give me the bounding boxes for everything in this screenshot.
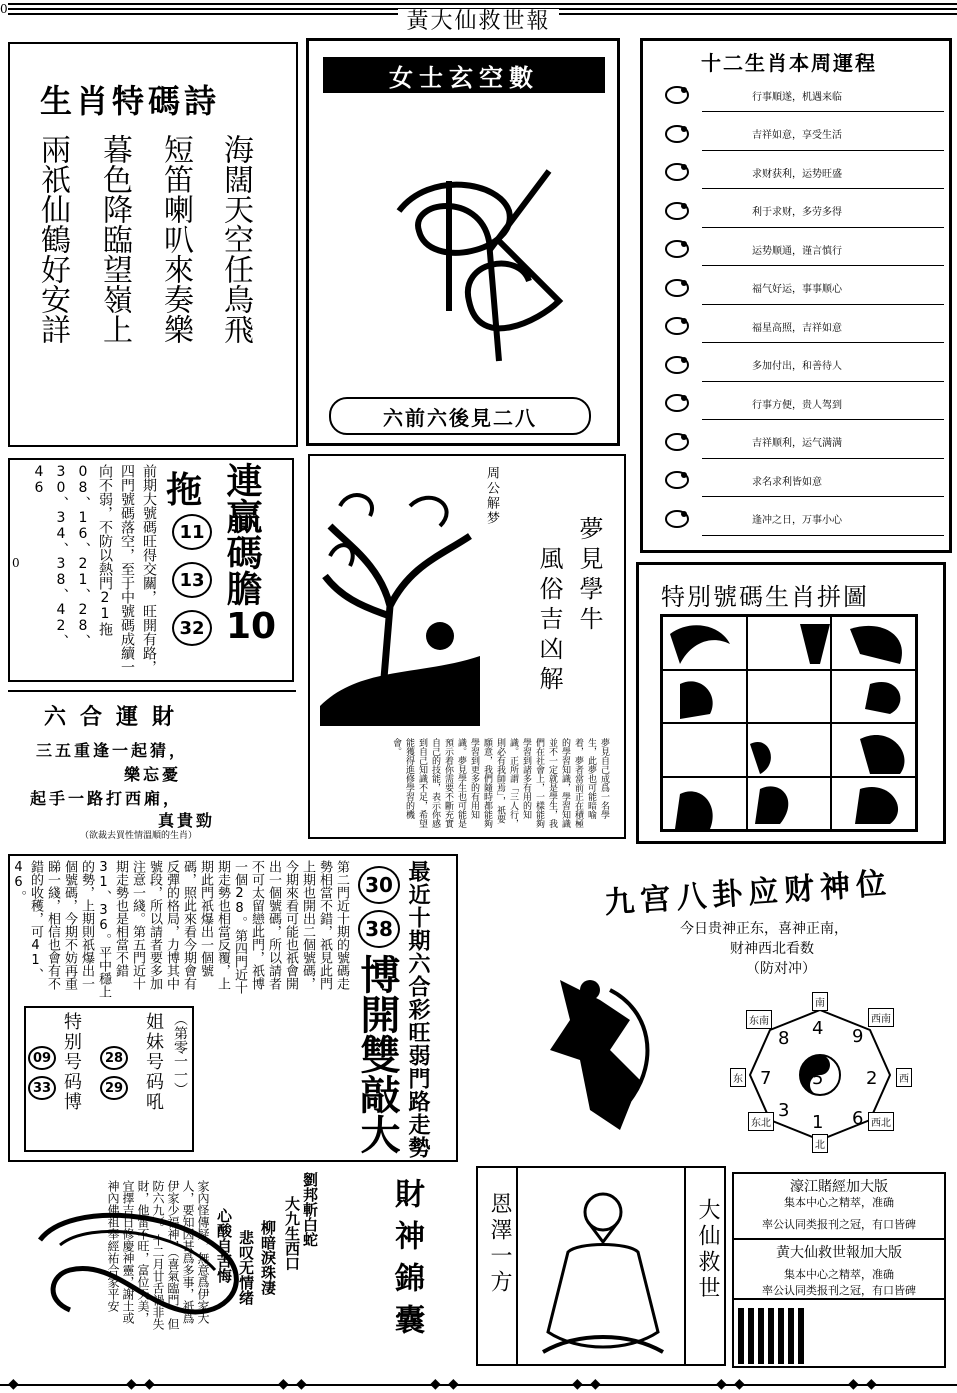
zodiac-row	[662, 153, 952, 191]
diamond-icon: ◆	[430, 1376, 441, 1392]
trend-title: 最近十期六合彩旺弱門路走勢	[405, 860, 430, 1159]
liuhe-line: 真貴勁	[158, 811, 216, 830]
winning-circle: 13	[172, 562, 212, 598]
stray-mark: 0	[12, 556, 20, 570]
zodiac-fortune: 福星高照，吉祥如意	[752, 322, 842, 334]
zodiac-row	[662, 500, 952, 538]
zodiac-fortune: 吉祥如意，享受生活	[752, 130, 842, 141]
calligraphy-icon	[389, 151, 569, 381]
diamond-icon: ◆	[716, 1376, 727, 1392]
winning-text	[31, 464, 160, 674]
diamond-icon: ◆	[296, 1376, 307, 1392]
rat-icon	[662, 80, 696, 110]
bagua-direction: 东	[730, 1068, 746, 1087]
zodiac-row	[662, 76, 952, 114]
barcode-icon	[738, 1308, 808, 1364]
bagua-title: 九宫八卦应财神位	[603, 865, 894, 921]
bagua-number: 1	[812, 1112, 824, 1133]
ad2-line1: 集本中心之精萃，准确	[784, 1268, 894, 1281]
zodiac-row	[662, 230, 952, 268]
tuo-label: 拖	[166, 469, 203, 511]
sage-figure-icon	[528, 1182, 678, 1358]
sage-right: 大仙救世	[695, 1198, 720, 1302]
sage-box	[476, 1166, 726, 1366]
special-num: 09	[28, 1046, 56, 1070]
caishen-col: 大九生西口	[283, 1196, 301, 1271]
dream-box	[308, 454, 626, 839]
ad2-title: 黄大仙救世報加大版	[776, 1245, 902, 1261]
bagua-number: 2	[866, 1068, 878, 1089]
riddle-caption: 六前六後見二八	[329, 397, 591, 435]
bagua-direction: 南	[812, 992, 828, 1011]
winning-text-1: 前期大號碼旺得交關，旺開有路，四門號碼落空，至于中號碼成續一向不弱，不防以熱門	[97, 464, 157, 674]
diamond-icon: ◆	[8, 1376, 19, 1392]
special-title: 特别号码博	[61, 1012, 82, 1112]
caishen-col: 心酸自苦悔	[215, 1208, 233, 1283]
liuhe-line: 樂忘憂	[124, 765, 182, 784]
tiger-icon	[662, 157, 696, 187]
zodiac-fortune: 吉祥顺利，运气满满	[752, 438, 842, 449]
corner-mark: 0	[0, 2, 8, 16]
liuhe-box	[8, 690, 296, 840]
ad2-line2: 率公认同类报刊之冠，有口皆碑	[762, 1284, 916, 1297]
caishen-title: 財神錦囊	[389, 1178, 424, 1346]
riddle-title: 女士玄空數	[389, 62, 539, 92]
zodiac-title: 十二生肖本周運程	[701, 51, 877, 75]
trend-body: 第二門近十期的號碼走勢相當不錯，祇見此門上期也開出二個號碼，今期來看可能也祇會開出一個號碼，所以請者不可太留戀此門，祇博一個28。第四門近十期走勢也相當反覆，上期此門祇爆出一個號碼，照此來看今期會有反彈的格局，力博其中號段，所以請者要多加注意一綫。第五門近十期走勢也是相當不錯31、36。平中穩上的勢，上期則祇爆出一個號碼，今期不妨再重睇一綫，相信也會有不錯的收穫，可41、46。	[11, 860, 349, 998]
bagua-line-1: 今日贵神正东，喜神正南，	[680, 921, 848, 937]
zodiac-fortune: 利于求财，多劳多得	[752, 207, 842, 218]
sage-left: 恩澤一方	[487, 1192, 512, 1296]
dream-title-2: 風俗吉凶解	[535, 546, 563, 696]
ox-icon	[662, 119, 696, 149]
bagua-direction: 东南	[746, 1010, 772, 1029]
zodiac-fortune: 行事方便，贵人驾到	[752, 399, 842, 411]
zodiac-fortune: 多加付出，和善待人	[752, 361, 842, 372]
trend-circle: 38	[358, 910, 400, 948]
rooster-icon	[662, 427, 696, 457]
period-label: （第零一一）	[172, 1012, 188, 1096]
zodiac-row	[662, 115, 952, 153]
trend-circle: 30	[358, 866, 400, 904]
trend-bold: 博開雙敲大	[354, 954, 400, 1154]
diamond-icon: ◆	[866, 1376, 877, 1392]
ad1-line2: 率公认同类报刊之冠，有口皆碑	[762, 1218, 916, 1231]
winning-extra: 10	[226, 606, 277, 647]
bagua-line-2: 财神西北看数	[730, 941, 814, 957]
ad1-line1: 集本中心之精萃，准确	[784, 1196, 894, 1209]
liuhe-line: 三五重逢一起猜，	[36, 741, 189, 760]
dragon-icon	[662, 234, 696, 264]
snake-icon	[662, 273, 696, 303]
bagua-number: 7	[760, 1068, 772, 1089]
zodiac-fortune: 福气好运，事事顺心	[752, 284, 842, 295]
sister-num: 29	[100, 1076, 128, 1100]
bagua-direction: 东北	[748, 1112, 774, 1131]
poem-column: 海闊天空任鳥飛	[218, 134, 253, 344]
diamond-icon: ◆	[572, 1376, 583, 1392]
sister-num: 28	[100, 1046, 128, 1070]
caishen-body: 家內怪傳疑，無意爲伊家大人，要知因甚爲多事，祇爲伊家少福神，（喜氣臨門，但防六九）。十二月廿舌禍非失財，他雷不旺，富位天美，宜擇吉日修慶神靈，謝土或神內佛祖奉經祐合家平安	[106, 1180, 210, 1330]
dream-heading: 周公解梦	[484, 466, 499, 526]
diamond-icon: ◆	[448, 1376, 459, 1392]
diamond-icon: ◆	[590, 1376, 601, 1392]
poem-title: 生肖特碼詩	[40, 82, 221, 120]
bagua-line-3: （防对冲）	[746, 961, 816, 977]
sister-title: 姐妹号码吼	[143, 1012, 164, 1112]
bagua-number: 6	[852, 1108, 864, 1129]
bagua-direction: 西南	[868, 1008, 894, 1027]
tree-scene-icon	[320, 466, 480, 726]
ads-box	[732, 1172, 946, 1368]
bagua-number: 9	[852, 1026, 864, 1047]
zodiac-row	[662, 423, 952, 461]
monkey-icon	[662, 388, 696, 418]
poem-column: 短笛喇叭來奏樂	[158, 134, 193, 344]
ad1-title: 濠江賭經加大版	[790, 1179, 888, 1195]
puzzle-title: 特別號碼生肖拼圖	[661, 583, 869, 611]
zodiac-row	[662, 346, 952, 384]
pig-icon	[662, 504, 696, 534]
bagua-number: 8	[778, 1028, 790, 1049]
zodiac-row	[662, 192, 952, 230]
zodiac-row	[662, 384, 952, 422]
dream-body: 夢見自己成爲一名學生，此夢也可能暗喻着，夢者當前正在積極的學習知識，學習知識並不一定就是學生，我們在社會上，一樣能夠學習到諸多有用的知識。正所謂「三人行，則必有我師焉」，祇要願意，我們隨時都能夠學習到更多的有用知識。夢見學生也可能是預示着你需要不斷充實自己的技能，表示你感到自己知識不足，希望能獲得進修學習的機會。	[391, 738, 609, 828]
poem-column: 兩祇仙鶴好安詳	[35, 134, 70, 344]
bagua-number: 4	[812, 1018, 824, 1039]
winning-title: 連贏碼膽	[221, 462, 263, 606]
winning-text-2: 21拖08、16、21、28、30、34、38、42、46	[31, 464, 113, 648]
warrior-icon	[520, 960, 670, 1140]
bagua-direction: 北	[812, 1134, 828, 1153]
goat-icon	[662, 350, 696, 380]
diamond-icon: ◆	[126, 1376, 137, 1392]
special-num: 33	[28, 1076, 56, 1100]
diamond-icon: ◆	[848, 1376, 859, 1392]
puzzle-pieces-icon	[660, 614, 918, 832]
zodiac-fortune: 求名求利皆如意	[752, 476, 822, 488]
bagua-number: 5	[812, 1068, 824, 1089]
winning-circle: 11	[172, 514, 212, 550]
caishen-col: 柳暗淚珠淒	[259, 1220, 277, 1295]
zodiac-fortune: 逢冲之日，万事小心	[752, 515, 842, 526]
poem-column: 暮色降臨望嶺上	[97, 134, 132, 344]
diamond-icon: ◆	[734, 1376, 745, 1392]
riddle-box	[306, 38, 620, 446]
dream-title-1: 夢見學牛	[575, 516, 603, 636]
caishen-col: 悲叹无情绪	[237, 1230, 255, 1305]
diamond-icon: ◆	[278, 1376, 289, 1392]
liuhe-title: 六合運財	[44, 704, 189, 730]
dog-icon	[662, 465, 696, 495]
horse-icon	[662, 311, 696, 341]
winning-circle: 32	[172, 610, 212, 646]
caishen-col: 劉邦斬白蛇	[301, 1172, 319, 1247]
bagua-direction: 西	[896, 1068, 912, 1087]
masthead: 黃大仙救世報	[0, 4, 957, 35]
liuhe-line: 起手一路打西廂，	[30, 789, 183, 808]
zodiac-fortune: 求财获利，运势旺盛	[752, 168, 842, 180]
bagua-direction: 西北	[868, 1112, 894, 1131]
zodiac-row	[662, 307, 952, 345]
zodiac-row	[662, 461, 952, 499]
liuhe-note: （欲裁去買性情溫順的生肖）	[80, 831, 198, 841]
zodiac-fortune: 行事順遂，机遇来临	[752, 91, 842, 103]
bagua-number: 3	[778, 1100, 790, 1121]
diamond-icon: ◆	[144, 1376, 155, 1392]
rabbit-icon	[662, 196, 696, 226]
zodiac-row	[662, 269, 952, 307]
zodiac-fortune: 运势顺通，谨言慎行	[752, 245, 842, 257]
